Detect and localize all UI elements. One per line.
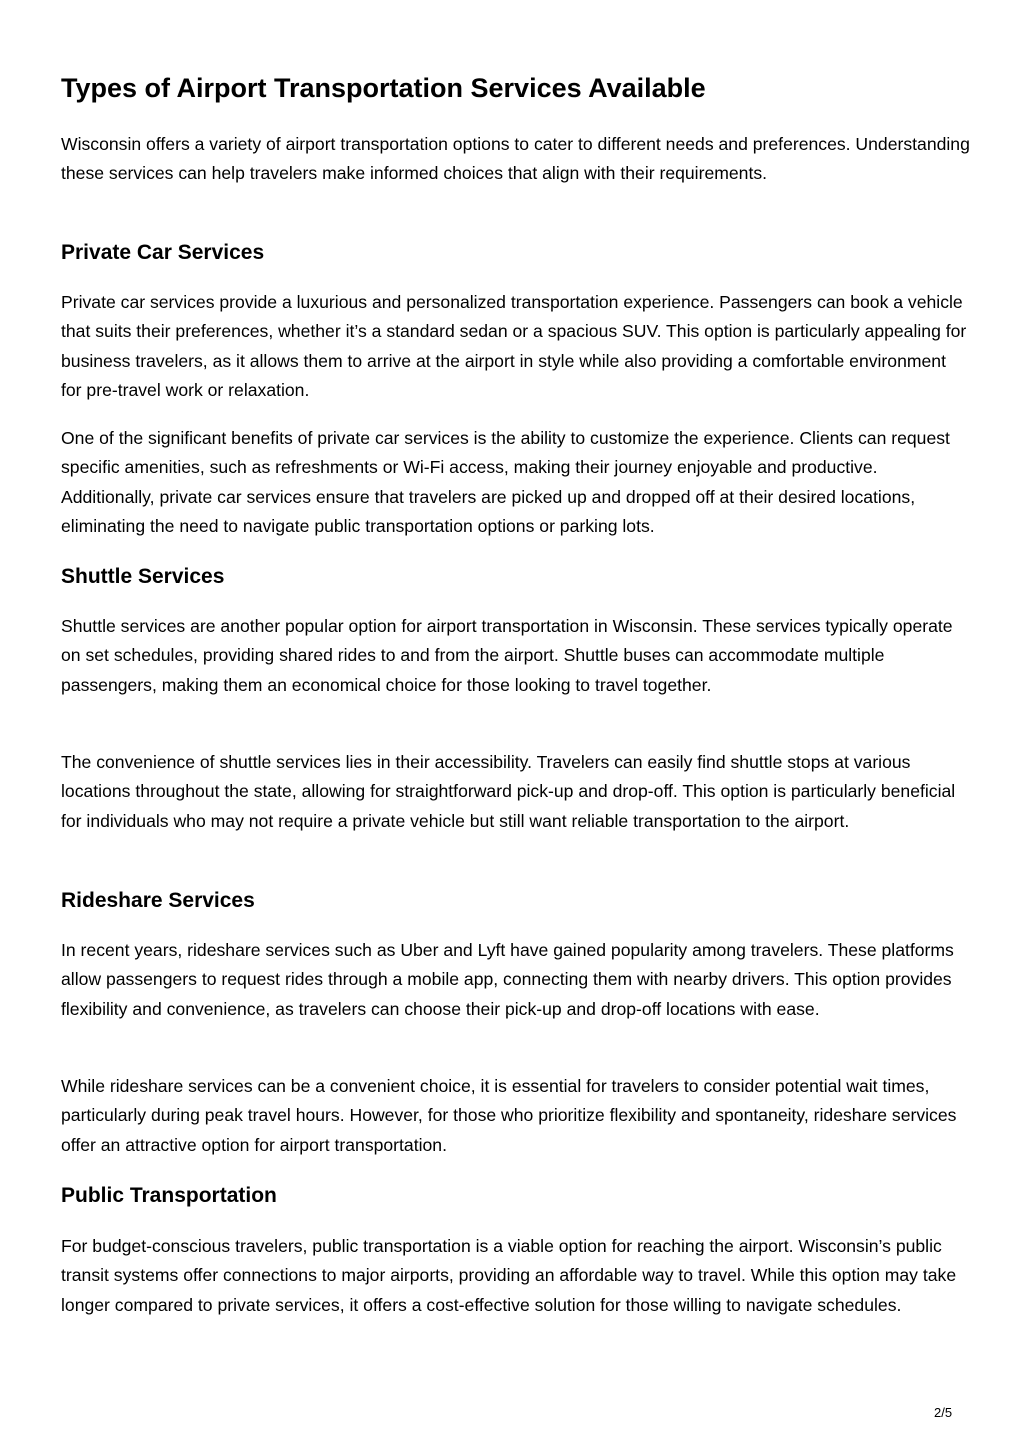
section-heading-public-transportation: Public Transportation (61, 1184, 277, 1207)
private-car-paragraph-2: One of the significant benefits of private car services is the ability to customize the experience. Clients can request specific amenities, such as refreshments or Wi-Fi access, making their journey enjoyable and productive. Additionally, private car services ensure that travelers are picked up and dropped off at their desired locations, eliminating the need to navigate public transportation options or parking lots. (61, 428, 950, 536)
public-transportation-paragraph-1: For budget-conscious travelers, public transportation is a viable option for reaching the airport. Wisconsin’s public transit systems offer connections to major airports, providing an affordable way to travel. While this option may take longer compared to private services, it offers a cost-effective solution for those willing to navigate schedules. (61, 1236, 957, 1315)
rideshare-paragraph-2: While rideshare services can be a convenient choice, it is essential for travelers to consider potential wait times, particularly during peak travel hours. However, for those who prioritize flexibility and spontaneity, rideshare services offer an attractive option for airport transportation. (61, 1076, 957, 1155)
section-heading-private-car: Private Car Services (61, 241, 265, 264)
intro-paragraph: Wisconsin offers a variety of airport transportation options to cater to different needs and preferences. Understanding these services can help travelers make informed choices that align with their requirements. (61, 134, 970, 184)
private-car-paragraph-1: Private car services provide a luxurious and personalized transportation experience. Passengers can book a vehicle that suits their preferences, whether it’s a standard sedan or a spacious SUV. This option is particularly appealing for business travelers, as it allows them to arrive at the airport in style while also providing a comfortable environment for pre-travel work or relaxation. (61, 292, 967, 400)
shuttle-paragraph-2: The convenience of shuttle services lies in their accessibility. Travelers can easily find shuttle stops at various locations throughout the state, allowing for straightforward pick-up and drop-off. This option is particularly beneficial for individuals who may not require a private vehicle but still want reliable transportation to the airport. (61, 752, 956, 831)
page-title: Types of Airport Transportation Services Available (61, 73, 706, 103)
page-number: 2/5 (934, 1405, 953, 1420)
section-heading-rideshare: Rideshare Services (61, 889, 255, 912)
shuttle-paragraph-1: Shuttle services are another popular option for airport transportation in Wisconsin. These services typically operate on set schedules, providing shared rides to and from the airport. Shuttle buses can accommodate multiple passengers, making them an economical choice for those looking to travel together. (61, 616, 953, 695)
rideshare-paragraph-1: In recent years, rideshare services such as Uber and Lyft have gained popularity among travelers. These platforms allow passengers to request rides through a mobile app, connecting them with nearby drivers. This option provides flexibility and convenience, as travelers can choose their pick-up and drop-off locations with ease. (61, 940, 954, 1019)
section-heading-shuttle: Shuttle Services (61, 565, 225, 588)
